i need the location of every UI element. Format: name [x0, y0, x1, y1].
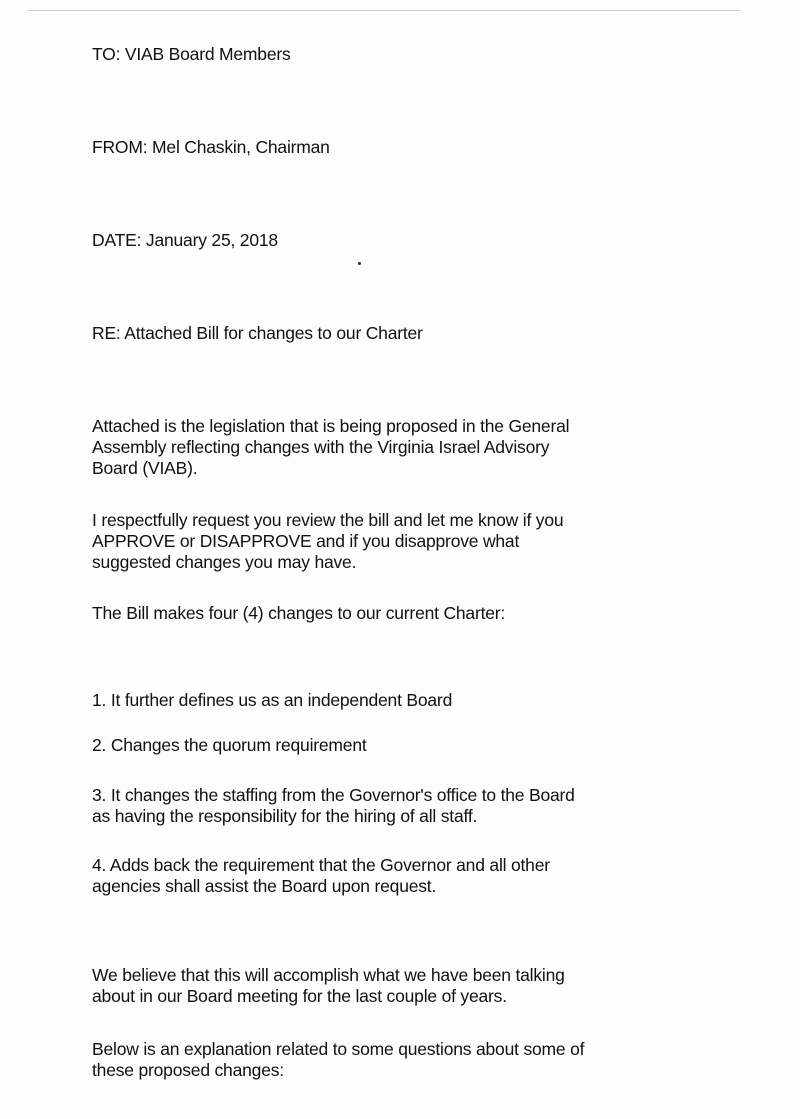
intro-line: Board (VIAB). [92, 458, 198, 478]
memo-from: FROM: Mel Chaskin, Chairman [92, 137, 330, 157]
request-line: APPROVE or DISAPPROVE and if you disapprove what [92, 531, 520, 551]
change-line: agencies shall assist the Board upon request. [92, 876, 437, 896]
intro-line: Assembly reflecting changes with the Virginia Israel Advisory [92, 437, 550, 457]
memo-date: DATE: January 25, 2018 [92, 230, 278, 250]
change-item-4 [92, 855, 550, 897]
memo-re: RE: Attached Bill for changes to our Charter [92, 323, 423, 343]
change-line: 4. Adds back the requirement that the Governor and all other [92, 855, 550, 875]
intro-paragraph [92, 416, 569, 479]
changes-intro: The Bill makes four (4) changes to our current Charter: [92, 603, 506, 623]
change-line: 1. It further defines us as an independent Board [92, 690, 453, 710]
change-item-2 [92, 735, 367, 756]
explanation-paragraph [92, 1039, 584, 1081]
belief-paragraph [92, 965, 565, 1007]
change-item-3 [92, 785, 575, 827]
change-line: 2. Changes the quorum requirement [92, 735, 367, 755]
intro-line: Attached is the legislation that is being proposed in the General [92, 416, 570, 436]
request-line: suggested changes you may have. [92, 552, 357, 572]
change-item-1 [92, 690, 452, 711]
request-line: I respectfully request you review the bill and let me know if you [92, 510, 564, 530]
scan-speck [358, 262, 361, 265]
change-line: 3. It changes the staffing from the Governor's office to the Board [92, 785, 575, 805]
belief-line: We believe that this will accomplish what we have been talking [92, 965, 565, 985]
change-line: as having the responsibility for the hiring of all staff. [92, 806, 478, 826]
explanation-line: these proposed changes: [92, 1060, 284, 1080]
page-top-edge [28, 10, 740, 11]
request-paragraph [92, 510, 563, 573]
explanation-line: Below is an explanation related to some questions about some of [92, 1039, 585, 1059]
memo-to: TO: VIAB Board Members [92, 44, 291, 64]
belief-line: about in our Board meeting for the last couple of years. [92, 986, 507, 1006]
